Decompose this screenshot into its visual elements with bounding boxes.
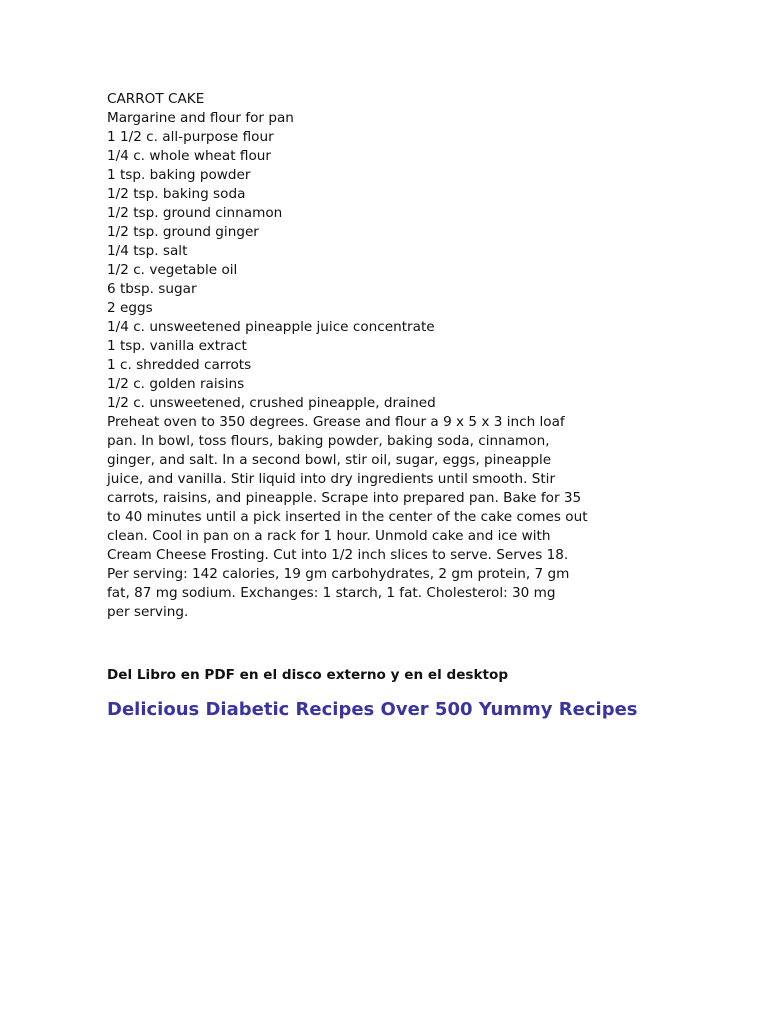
instruction-line: clean. Cool in pan on a rack for 1 hour. Unmold cake and ice with (107, 528, 551, 544)
instruction-line: fat, 87 mg sodium. Exchanges: 1 starch, 1 fat. Cholesterol: 30 mg (107, 585, 556, 601)
instruction-line: carrots, raisins, and pineapple. Scrape into prepared pan. Bake for 35 (107, 490, 582, 506)
instruction-line: juice, and vanilla. Stir liquid into dry ingredients until smooth. Stir (107, 471, 556, 487)
ingredient-line: 2 eggs (107, 300, 153, 316)
instruction-line: to 40 minutes until a pick inserted in the center of the cake comes out (107, 509, 588, 525)
ingredient-line: 1/2 tsp. ground ginger (107, 224, 259, 240)
ingredient-line: 1 1/2 c. all-purpose flour (107, 129, 274, 145)
recipe-block (107, 90, 607, 622)
ingredient-line: 1 c. shredded carrots (107, 357, 252, 373)
ingredient-line: 1/2 tsp. ground cinnamon (107, 205, 283, 221)
ingredient-line: 1/4 c. whole wheat flour (107, 148, 271, 164)
ingredient-line: 1/2 tsp. baking soda (107, 186, 246, 202)
instruction-line: ginger, and salt. In a second bowl, stir oil, sugar, eggs, pineapple (107, 452, 552, 468)
ingredient-line: 1 tsp. baking powder (107, 167, 251, 183)
ingredient-line: 1/2 c. unsweetened, crushed pineapple, drained (107, 395, 436, 411)
ingredient-line: Margarine and flour for pan (107, 110, 294, 126)
ingredient-line: 1/4 tsp. salt (107, 243, 188, 259)
instruction-line: pan. In bowl, toss flours, baking powder, baking soda, cinnamon, (107, 433, 550, 449)
instruction-line: Preheat oven to 350 degrees. Grease and flour a 9 x 5 x 3 inch loaf (107, 414, 565, 430)
ingredient-line: 1/4 c. unsweetened pineapple juice concentrate (107, 319, 435, 335)
instruction-line: Cream Cheese Frosting. Cut into 1/2 inch slices to serve. Serves 18. (107, 547, 569, 563)
source-note: Del Libro en PDF en el disco externo y en el desktop (107, 667, 509, 683)
book-title-link[interactable]: Delicious Diabetic Recipes Over 500 Yummy Recipes (107, 699, 638, 720)
recipe-title: CARROT CAKE (107, 91, 205, 107)
ingredient-line: 1 tsp. vanilla extract (107, 338, 247, 354)
ingredient-line: 6 tbsp. sugar (107, 281, 197, 297)
instruction-line: per serving. (107, 604, 189, 620)
instructions-paragraph (107, 413, 607, 622)
ingredient-line: 1/2 c. vegetable oil (107, 262, 238, 278)
ingredient-line: 1/2 c. golden raisins (107, 376, 245, 392)
instruction-line: Per serving: 142 calories, 19 gm carbohydrates, 2 gm protein, 7 gm (107, 566, 570, 582)
